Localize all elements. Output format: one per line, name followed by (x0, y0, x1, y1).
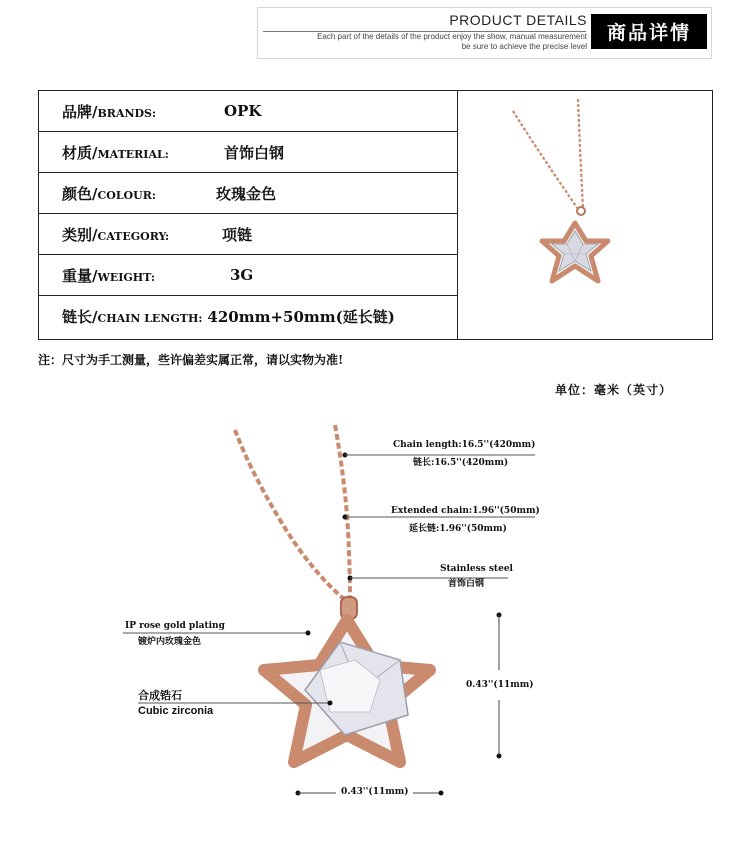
callout-plating-cn: 镀炉内玫瑰金色 (138, 637, 202, 647)
dimension-height: 0.43''(11mm) (466, 680, 534, 690)
spec-label-cn: 品牌/ (62, 102, 98, 121)
spec-label-cn: 类别/ (62, 225, 98, 244)
necklace-photo-small (458, 91, 710, 338)
callout-zirconia-en: Cubic zirconia (138, 705, 214, 717)
spec-label (39, 265, 202, 286)
callout-plating-en: IP rose gold plating (125, 621, 225, 631)
spec-label-en: MATERIAL: (97, 147, 169, 161)
spec-label (39, 183, 202, 204)
callout-chain-length-cn: 链长:16.5''(420mm) (413, 458, 509, 468)
necklace-diagram (0, 400, 750, 830)
unit-label: 单位：毫米（英寸） (555, 383, 673, 397)
spec-row-chain-length (39, 296, 457, 337)
callout-steel-cn: 首饰白钢 (448, 579, 485, 589)
spec-label-en: CATEGORY: (97, 229, 170, 243)
spec-value: 420mm+50mm(延长链) (207, 308, 395, 326)
spec-label-en: CHAIN LENGTH: (97, 312, 203, 325)
header-subtitle-line1: Each part of the details of the product enjoy the show, manual measurement (317, 32, 587, 41)
spec-value: 项链 (222, 225, 253, 244)
spec-value: 玫瑰金色 (216, 184, 277, 203)
product-photo (458, 91, 710, 338)
spec-value: OPK (224, 102, 262, 120)
callout-chain-length-en: Chain length:16.5''(420mm) (393, 440, 536, 450)
spec-label (39, 101, 202, 122)
spec-row-material (39, 132, 457, 173)
callout-extended-en: Extended chain:1.96''(50mm) (391, 506, 540, 516)
spec-label-en: WEIGHT: (97, 270, 156, 284)
spec-value: 首饰白钢 (224, 143, 285, 162)
callout-steel-en: Stainless steel (440, 564, 513, 574)
header-subtitle-line2: be sure to achieve the precise level (461, 42, 587, 51)
header-subtitle (317, 32, 587, 52)
spec-label (39, 142, 202, 163)
spec-label-cn: 链长/ (62, 308, 98, 326)
spec-row-brand (39, 91, 457, 132)
spec-label-cn: 颜色/ (62, 184, 98, 203)
spec-label-en: COLOUR: (97, 188, 156, 202)
spec-label-cn: 重量/ (62, 266, 98, 285)
spec-label-en: BRANDS: (97, 106, 157, 120)
dimension-width: 0.43''(11mm) (341, 787, 409, 797)
measurement-note: 注：尺寸为手工测量，些许偏差实属正常，请以实物为准! (38, 353, 344, 367)
spec-label (39, 224, 202, 245)
callout-zirconia-cn: 合成锆石 (138, 689, 182, 702)
header-badge: 商品详情 (591, 14, 707, 49)
spec-label-cn: 材质/ (62, 143, 98, 162)
chain-left (235, 430, 345, 600)
spec-row-category (39, 214, 457, 255)
spec-row-weight (39, 255, 457, 296)
spec-value: 3G (230, 266, 254, 284)
spec-label (39, 306, 202, 327)
spec-row-colour (39, 173, 457, 214)
header-title: PRODUCT DETAILS (449, 12, 587, 28)
chain-right (335, 425, 350, 600)
callout-extended-cn: 延长链:1.96''(50mm) (409, 524, 507, 534)
